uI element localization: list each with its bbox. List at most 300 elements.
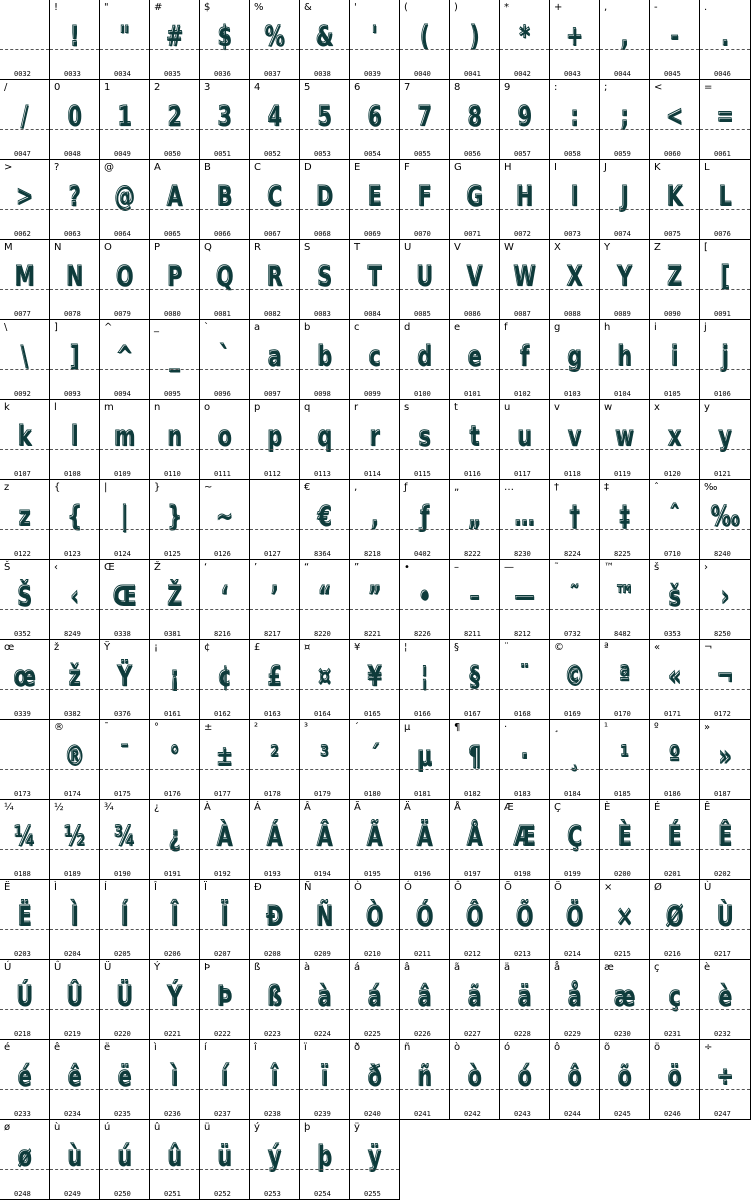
- glyph-cell: [550, 0, 600, 80]
- glyph-char-label: S: [304, 242, 311, 253]
- glyph-char-label: ì: [154, 1042, 157, 1053]
- glyph-sample: Ù: [716, 899, 734, 932]
- glyph-code-label: 0167: [464, 710, 481, 718]
- glyph-char-label: ˆ: [654, 482, 659, 493]
- baseline-guide: [650, 129, 699, 130]
- glyph-code-label: 0088: [564, 310, 581, 318]
- glyph-char-label: 9: [504, 82, 511, 93]
- glyph-sample: ×: [616, 899, 633, 932]
- baseline-guide: [350, 49, 399, 50]
- glyph-sample: p: [267, 419, 282, 452]
- baseline-guide: [500, 369, 549, 370]
- glyph-code-label: 0076: [714, 230, 731, 238]
- glyph-code-label: 0062: [14, 230, 31, 238]
- glyph-char-label: [: [704, 242, 708, 253]
- glyph-code-label: 0078: [64, 310, 81, 318]
- glyph-cell: [400, 160, 450, 240]
- baseline-guide: [350, 929, 399, 930]
- glyph-char-label: %: [254, 2, 264, 13]
- glyph-cell: [0, 1120, 50, 1200]
- glyph-code-label: 0353: [664, 630, 681, 638]
- glyph-cell: [600, 480, 650, 560]
- glyph-cell: [200, 560, 250, 640]
- glyph-cell: [250, 720, 300, 800]
- glyph-char-label: ê: [54, 1042, 61, 1053]
- glyph-code-label: 0072: [514, 230, 531, 238]
- glyph-code-label: 0163: [264, 710, 281, 718]
- glyph-cell: [600, 400, 650, 480]
- glyph-char-label: ž: [54, 642, 60, 653]
- glyph-char-label: $: [204, 2, 211, 13]
- glyph-code-label: 0338: [114, 630, 131, 638]
- glyph-char-label: ²: [254, 722, 259, 733]
- glyph-sample: Ç: [567, 819, 582, 852]
- baseline-guide: [200, 209, 249, 210]
- glyph-cell: [150, 400, 200, 480]
- baseline-guide: [450, 1089, 499, 1090]
- glyph-char-label: Ä: [404, 802, 411, 813]
- glyph-cell: [150, 560, 200, 640]
- glyph-char-label: ): [454, 2, 458, 13]
- glyph-cell: [400, 880, 450, 960]
- baseline-guide: [50, 449, 99, 450]
- glyph-sample: =: [716, 99, 734, 132]
- glyph-sample: ý: [267, 1139, 282, 1172]
- baseline-guide: [400, 529, 449, 530]
- glyph-sample: ¨: [519, 659, 530, 692]
- glyph-cell: [100, 960, 150, 1040]
- glyph-code-label: 0382: [64, 710, 81, 718]
- baseline-guide: [150, 1089, 199, 1090]
- glyph-cell: [650, 400, 700, 480]
- baseline-guide: [500, 609, 549, 610]
- glyph-sample: Ì: [70, 899, 79, 932]
- baseline-guide: [150, 449, 199, 450]
- glyph-code-label: 8249: [64, 630, 81, 638]
- glyph-sample: ²: [270, 739, 279, 772]
- glyph-sample: 1: [117, 99, 132, 132]
- glyph-char-label: è: [704, 962, 711, 973]
- glyph-sample: š: [668, 579, 681, 612]
- baseline-guide: [350, 529, 399, 530]
- baseline-guide: [0, 1009, 49, 1010]
- baseline-guide: [100, 369, 149, 370]
- baseline-guide: [50, 289, 99, 290]
- glyph-char-label: Á: [254, 802, 261, 813]
- glyph-char-label: ^: [104, 322, 113, 333]
- glyph-sample: ¯: [119, 739, 130, 772]
- glyph-code-label: 8220: [314, 630, 331, 638]
- glyph-code-label: 0067: [264, 230, 281, 238]
- glyph-char-label: ¥: [354, 642, 361, 653]
- baseline-guide: [450, 929, 499, 930]
- glyph-char-label: û: [154, 1122, 161, 1133]
- baseline-guide: [0, 289, 49, 290]
- glyph-code-label: 0221: [164, 1030, 181, 1038]
- glyph-code-label: 0225: [364, 1030, 381, 1038]
- glyph-cell: [700, 160, 751, 240]
- glyph-cell: [150, 0, 200, 80]
- baseline-guide: [700, 49, 750, 50]
- glyph-char-label: Ó: [404, 882, 412, 893]
- glyph-cell: [700, 1040, 751, 1120]
- glyph-code-label: 0122: [14, 550, 31, 558]
- glyph-char-label: b: [304, 322, 311, 333]
- glyph-cell: [700, 800, 751, 880]
- glyph-code-label: 0180: [364, 790, 381, 798]
- glyph-code-label: 0043: [564, 70, 581, 78]
- baseline-guide: [50, 849, 99, 850]
- glyph-code-label: 0091: [714, 310, 731, 318]
- glyph-sample: …: [514, 499, 535, 532]
- glyph-cell: [400, 80, 450, 160]
- glyph-cell: [50, 240, 100, 320]
- glyph-cell: [50, 1120, 100, 1200]
- glyph-code-label: 0125: [164, 550, 181, 558]
- glyph-code-label: 0239: [314, 1110, 331, 1118]
- glyph-cell: [200, 160, 250, 240]
- glyph-sample: h: [617, 339, 632, 372]
- baseline-guide: [500, 769, 549, 770]
- glyph-sample: ª: [618, 659, 631, 692]
- glyph-char-label: ï: [304, 1042, 307, 1053]
- glyph-code-label: 0065: [164, 230, 181, 238]
- glyph-sample: ú: [117, 1139, 132, 1172]
- glyph-sample: >: [16, 179, 33, 212]
- glyph-cell: [200, 240, 250, 320]
- glyph-char-label: J: [604, 162, 607, 173]
- glyph-sample: ¿: [168, 819, 181, 852]
- glyph-code-label: 0236: [164, 1110, 181, 1118]
- glyph-cell: [300, 320, 350, 400]
- glyph-cell: [650, 160, 700, 240]
- glyph-code-label: 0252: [214, 1190, 231, 1198]
- glyph-sample: »: [718, 739, 732, 772]
- glyph-code-label: 8222: [464, 550, 481, 558]
- glyph-code-label: 0214: [564, 950, 581, 958]
- glyph-sample: Ä: [416, 819, 433, 852]
- baseline-guide: [0, 449, 49, 450]
- glyph-sample: S: [317, 259, 332, 292]
- glyph-code-label: 0230: [614, 1030, 631, 1038]
- baseline-guide: [550, 849, 599, 850]
- glyph-cell: [150, 1040, 200, 1120]
- baseline-guide: [200, 609, 249, 610]
- glyph-code-label: 0055: [414, 150, 431, 158]
- glyph-code-label: 0115: [414, 470, 431, 478]
- baseline-guide: [100, 529, 149, 530]
- glyph-cell: [50, 640, 100, 720]
- baseline-guide: [600, 609, 649, 610]
- glyph-char-label: x: [654, 402, 660, 413]
- glyph-code-label: 0732: [564, 630, 581, 638]
- glyph-code-label: 8225: [614, 550, 631, 558]
- baseline-guide: [700, 209, 750, 210]
- glyph-sample: :: [570, 99, 579, 132]
- glyph-sample: î: [271, 1059, 278, 1092]
- glyph-char-label: Õ: [504, 882, 512, 893]
- glyph-code-label: 0070: [414, 230, 431, 238]
- glyph-cell: [250, 400, 300, 480]
- glyph-sample: v: [567, 419, 582, 452]
- glyph-cell: [500, 400, 550, 480]
- glyph-char-label: Ã: [354, 802, 361, 813]
- baseline-guide: [550, 129, 599, 130]
- glyph-code-label: 0228: [514, 1030, 531, 1038]
- glyph-cell: [450, 80, 500, 160]
- glyph-sample: Þ: [217, 979, 232, 1012]
- glyph-sample: <: [666, 99, 683, 132]
- glyph-cell: [100, 0, 150, 80]
- baseline-guide: [550, 609, 599, 610]
- glyph-code-label: 0216: [664, 950, 681, 958]
- glyph-cell: [250, 560, 300, 640]
- glyph-cell: [350, 160, 400, 240]
- glyph-code-label: 0127: [264, 550, 281, 558]
- glyph-cell: [650, 240, 700, 320]
- glyph-sample: Ý: [167, 979, 182, 1012]
- glyph-char-label: E: [354, 162, 361, 173]
- glyph-char-label: Ö: [554, 882, 562, 893]
- baseline-guide: [350, 609, 399, 610]
- glyph-sample: æ: [613, 979, 636, 1012]
- baseline-guide: [0, 849, 49, 850]
- glyph-sample: Æ: [513, 819, 536, 852]
- glyph-code-label: 0066: [214, 230, 231, 238]
- glyph-code-label: 0095: [164, 390, 181, 398]
- glyph-cell: [550, 640, 600, 720]
- glyph-cell: [350, 400, 400, 480]
- glyph-cell: [450, 560, 500, 640]
- glyph-code-label: 0174: [64, 790, 81, 798]
- glyph-sample: D: [316, 179, 333, 212]
- glyph-char-label: ß: [254, 962, 261, 973]
- glyph-code-label: 0183: [514, 790, 531, 798]
- glyph-code-label: 0040: [414, 70, 431, 78]
- baseline-guide: [450, 609, 499, 610]
- baseline-guide: [300, 689, 349, 690]
- glyph-sample: _: [169, 339, 180, 372]
- glyph-cell: [500, 80, 550, 160]
- glyph-sample: ã: [467, 979, 482, 1012]
- glyph-char-label: u: [504, 402, 511, 413]
- baseline-guide: [600, 1089, 649, 1090]
- glyph-code-label: 0206: [164, 950, 181, 958]
- glyph-cell: [300, 960, 350, 1040]
- glyph-code-label: 0211: [414, 950, 431, 958]
- glyph-cell: [250, 0, 300, 80]
- glyph-char-label: 0: [54, 82, 61, 93]
- glyph-code-label: 0093: [64, 390, 81, 398]
- glyph-cell: [200, 480, 250, 560]
- glyph-code-label: 0071: [464, 230, 481, 238]
- glyph-char-label: #: [154, 2, 163, 13]
- glyph-code-label: 0201: [664, 870, 681, 878]
- glyph-sample: Ã: [366, 819, 383, 852]
- baseline-guide: [100, 129, 149, 130]
- baseline-guide: [700, 769, 750, 770]
- glyph-code-label: 0185: [614, 790, 631, 798]
- glyph-char-label: ø: [4, 1122, 11, 1133]
- glyph-code-label: 0112: [264, 470, 281, 478]
- glyph-char-label: ³: [304, 722, 309, 733]
- glyph-cell: [0, 80, 50, 160]
- glyph-sample: ÷: [716, 1059, 734, 1092]
- glyph-code-label: 0196: [414, 870, 431, 878]
- glyph-cell: [600, 320, 650, 400]
- glyph-sample: Ú: [16, 979, 33, 1012]
- glyph-code-label: 0094: [114, 390, 131, 398]
- baseline-guide: [150, 929, 199, 930]
- glyph-cell: [200, 80, 250, 160]
- glyph-cell: [450, 640, 500, 720]
- glyph-sample: [: [720, 259, 730, 292]
- glyph-sample: Î: [170, 899, 179, 932]
- glyph-sample: ±: [216, 739, 233, 772]
- baseline-guide: [300, 1089, 349, 1090]
- glyph-cell: [450, 960, 500, 1040]
- glyph-cell: [500, 1040, 550, 1120]
- glyph-char-label: Z: [654, 242, 661, 253]
- baseline-guide: [50, 1169, 99, 1170]
- glyph-char-label: ;: [604, 82, 608, 93]
- baseline-guide: [600, 769, 649, 770]
- glyph-sample: ©: [564, 659, 585, 692]
- glyph-cell: [700, 0, 751, 80]
- glyph-cell: [0, 640, 50, 720]
- glyph-code-label: 0079: [114, 310, 131, 318]
- glyph-sample: d: [417, 339, 432, 372]
- glyph-code-label: 0056: [464, 150, 481, 158]
- baseline-guide: [150, 849, 199, 850]
- glyph-char-label: ñ: [404, 1042, 411, 1053]
- baseline-guide: [400, 49, 449, 50]
- glyph-code-label: 0202: [714, 870, 731, 878]
- baseline-guide: [550, 209, 599, 210]
- glyph-sample: ¶: [468, 739, 481, 772]
- glyph-code-label: 0086: [464, 310, 481, 318]
- glyph-sample: ñ: [417, 1059, 432, 1092]
- baseline-guide: [600, 1009, 649, 1010]
- glyph-cell: [0, 1040, 50, 1120]
- glyph-cell: [250, 160, 300, 240]
- glyph-cell: [650, 640, 700, 720]
- glyph-code-label: 0090: [664, 310, 681, 318]
- glyph-char-label: Ú: [4, 962, 12, 973]
- glyph-code-label: 8482: [614, 630, 631, 638]
- glyph-sample: Û: [66, 979, 83, 1012]
- baseline-guide: [200, 449, 249, 450]
- baseline-guide: [50, 1089, 99, 1090]
- glyph-cell: [200, 1040, 250, 1120]
- glyph-cell: [650, 960, 700, 1040]
- glyph-cell: [400, 480, 450, 560]
- glyph-sample: •: [418, 579, 431, 612]
- glyph-sample: ô: [567, 1059, 582, 1092]
- glyph-code-label: 0192: [214, 870, 231, 878]
- baseline-guide: [350, 209, 399, 210]
- glyph-code-label: 0186: [664, 790, 681, 798]
- baseline-guide: [450, 449, 499, 450]
- glyph-sample: l: [71, 419, 78, 452]
- glyph-code-label: 0120: [664, 470, 681, 478]
- baseline-guide: [600, 689, 649, 690]
- glyph-sample: ë: [117, 1059, 132, 1092]
- glyph-sample: I: [570, 179, 579, 212]
- glyph-code-label: 0096: [214, 390, 231, 398]
- glyph-char-label: Ù: [704, 882, 712, 893]
- glyph-code-label: 0089: [614, 310, 631, 318]
- glyph-sample: Õ: [515, 899, 534, 932]
- baseline-guide: [350, 1169, 399, 1170]
- glyph-char-label: ë: [104, 1042, 111, 1053]
- glyph-char-label: *: [504, 2, 509, 13]
- glyph-char-label: ‰: [704, 482, 718, 493]
- baseline-guide: [700, 289, 750, 290]
- baseline-guide: [100, 769, 149, 770]
- baseline-guide: [300, 529, 349, 530]
- glyph-sample: Š: [17, 579, 32, 612]
- glyph-cell: [0, 240, 50, 320]
- baseline-guide: [400, 929, 449, 930]
- glyph-cell: [400, 720, 450, 800]
- glyph-code-label: 0098: [314, 390, 331, 398]
- glyph-cell: [300, 480, 350, 560]
- glyph-char-label: g: [554, 322, 561, 333]
- glyph-sample: ¤: [318, 659, 331, 692]
- glyph-cell: [400, 400, 450, 480]
- baseline-guide: [50, 769, 99, 770]
- glyph-char-label: ¨: [504, 642, 509, 653]
- glyph-code-label: 0061: [714, 150, 731, 158]
- baseline-guide: [650, 1009, 699, 1010]
- baseline-guide: [450, 689, 499, 690]
- glyph-cell: [650, 880, 700, 960]
- glyph-sample: Å: [466, 819, 483, 852]
- glyph-sample: 7: [417, 99, 432, 132]
- baseline-guide: [600, 209, 649, 210]
- glyph-cell: [400, 640, 450, 720]
- glyph-cell: [150, 240, 200, 320]
- glyph-char-label: ¯: [104, 722, 109, 733]
- glyph-cell: [350, 1120, 400, 1200]
- glyph-char-label: î: [254, 1042, 257, 1053]
- glyph-char-label: ¢: [204, 642, 211, 653]
- glyph-sample: ƒ: [420, 499, 429, 532]
- glyph-cell: [50, 400, 100, 480]
- glyph-code-label: 0051: [214, 150, 231, 158]
- glyph-char-label: „: [454, 482, 460, 493]
- glyph-cell: [300, 720, 350, 800]
- glyph-code-label: 0042: [514, 70, 531, 78]
- glyph-cell: [50, 720, 100, 800]
- glyph-char-label: ¸: [554, 722, 559, 733]
- glyph-cell: [200, 960, 250, 1040]
- glyph-cell: [600, 800, 650, 880]
- glyph-sample: i: [671, 339, 678, 372]
- glyph-sample: ÿ: [367, 1139, 382, 1172]
- glyph-code-label: 0235: [114, 1110, 131, 1118]
- glyph-char-label: y: [704, 402, 710, 413]
- glyph-code-label: 0197: [464, 870, 481, 878]
- glyph-sample: å: [567, 979, 582, 1012]
- glyph-cell: [650, 1040, 700, 1120]
- glyph-cell: [300, 640, 350, 720]
- glyph-cell: [50, 80, 100, 160]
- baseline-guide: [200, 129, 249, 130]
- baseline-guide: [250, 609, 299, 610]
- baseline-guide: [200, 849, 249, 850]
